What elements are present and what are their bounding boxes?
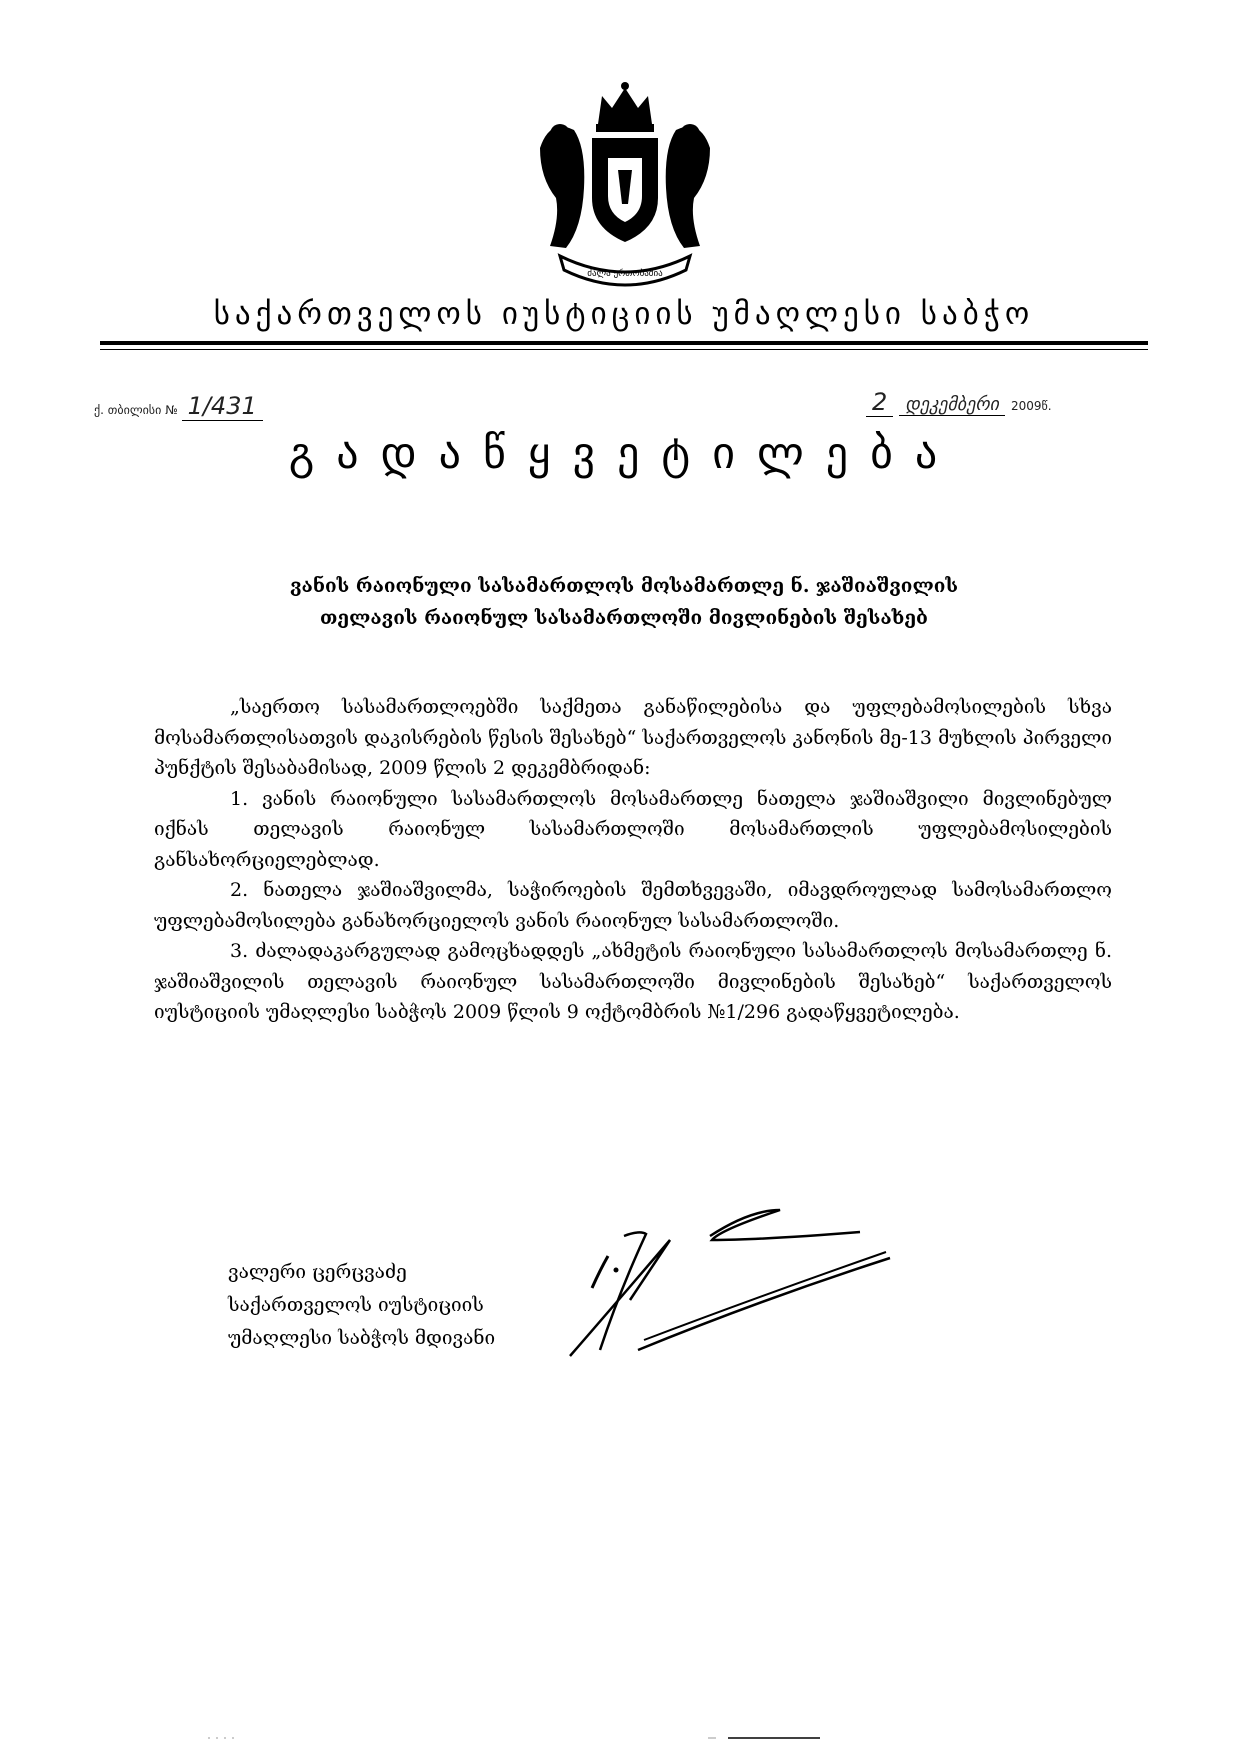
document-subject bbox=[200, 570, 1048, 634]
document-title: გადაწყვეტილება bbox=[288, 428, 960, 479]
date-year: 2009წ. bbox=[1010, 399, 1052, 413]
subject-line: თელავის რაიონულ სასამართლოში მივლინების შესახებ bbox=[320, 607, 928, 629]
document-number bbox=[94, 392, 263, 420]
scan-marks bbox=[0, 1734, 1248, 1744]
subject-line: ვანის რაიონული სასამართლოს მოსამართლე ნ. ჯაშიაშვილის bbox=[289, 575, 959, 597]
signer-position: უმაღლესი საბჭოს მდივანი bbox=[228, 1327, 496, 1349]
decision-item: 2. ნათელა ჯაშიაშვილმა, საჭიროების შემთხვევაში, იმავდროულად სამოსამართლო უფლებამოსილება განახორციელოს ვანის რაიონულ სასამართლოში. bbox=[154, 879, 1112, 932]
coat-of-arms-emblem bbox=[520, 78, 730, 288]
emblem-motto: ძალა ერთობაშია bbox=[587, 269, 663, 279]
institution-name: საქართველოს იუსტიციის უმაღლესი საბჭო bbox=[213, 296, 1035, 332]
signer-name: ვალერი ცერცვაძე bbox=[228, 1261, 407, 1283]
document-body bbox=[154, 692, 1112, 1028]
date-day: 2 bbox=[866, 388, 893, 417]
date-month: დეკემბერი bbox=[899, 394, 1005, 416]
signer-position: საქართველოს იუსტიციის bbox=[228, 1294, 484, 1316]
decision-item: 3. ძალადაკარგულად გამოცხადდეს „ახმეტის რაიონული სასამართლოს მოსამართლე ნ. ჯაშიაშვილის თელავის რაიონულ სასამართლოში მივლინების შესახებ“ საქართველოს იუსტიციის უმაღლესი საბჭოს 2009 წლის 9 ოქტომბრის №1/296 გადაწყვეტილება. bbox=[154, 940, 1112, 1023]
document-date bbox=[862, 388, 1052, 416]
number-label: ქ. თბილისი № bbox=[94, 403, 178, 417]
preamble-paragraph: „საერთო სასამართლოებში საქმეთა განაწილებისა და უფლებამოსილების სხვა მოსამართლისათვის დაკისრების წესის შესახებ“ საქართველოს კანონის მე-13 მუხლის პირველი პუნქტის შესაბამისად, 2009 წლის 2 დეკემბრიდან: bbox=[154, 696, 1112, 779]
header-rule bbox=[100, 341, 1148, 345]
number-value: 1/431 bbox=[182, 392, 263, 421]
signer-block bbox=[228, 1256, 495, 1355]
header-rule-thin bbox=[100, 349, 1148, 350]
decision-item: 1. ვანის რაიონული სასამართლოს მოსამართლე ნათელა ჯაშიაშვილი მივლინებულ იქნას თელავის რაიონულ სასამართლოში მოსამართლის უფლებამოსილების განსახორციელებლად. bbox=[154, 787, 1112, 871]
handwritten-signature bbox=[560, 1200, 920, 1360]
